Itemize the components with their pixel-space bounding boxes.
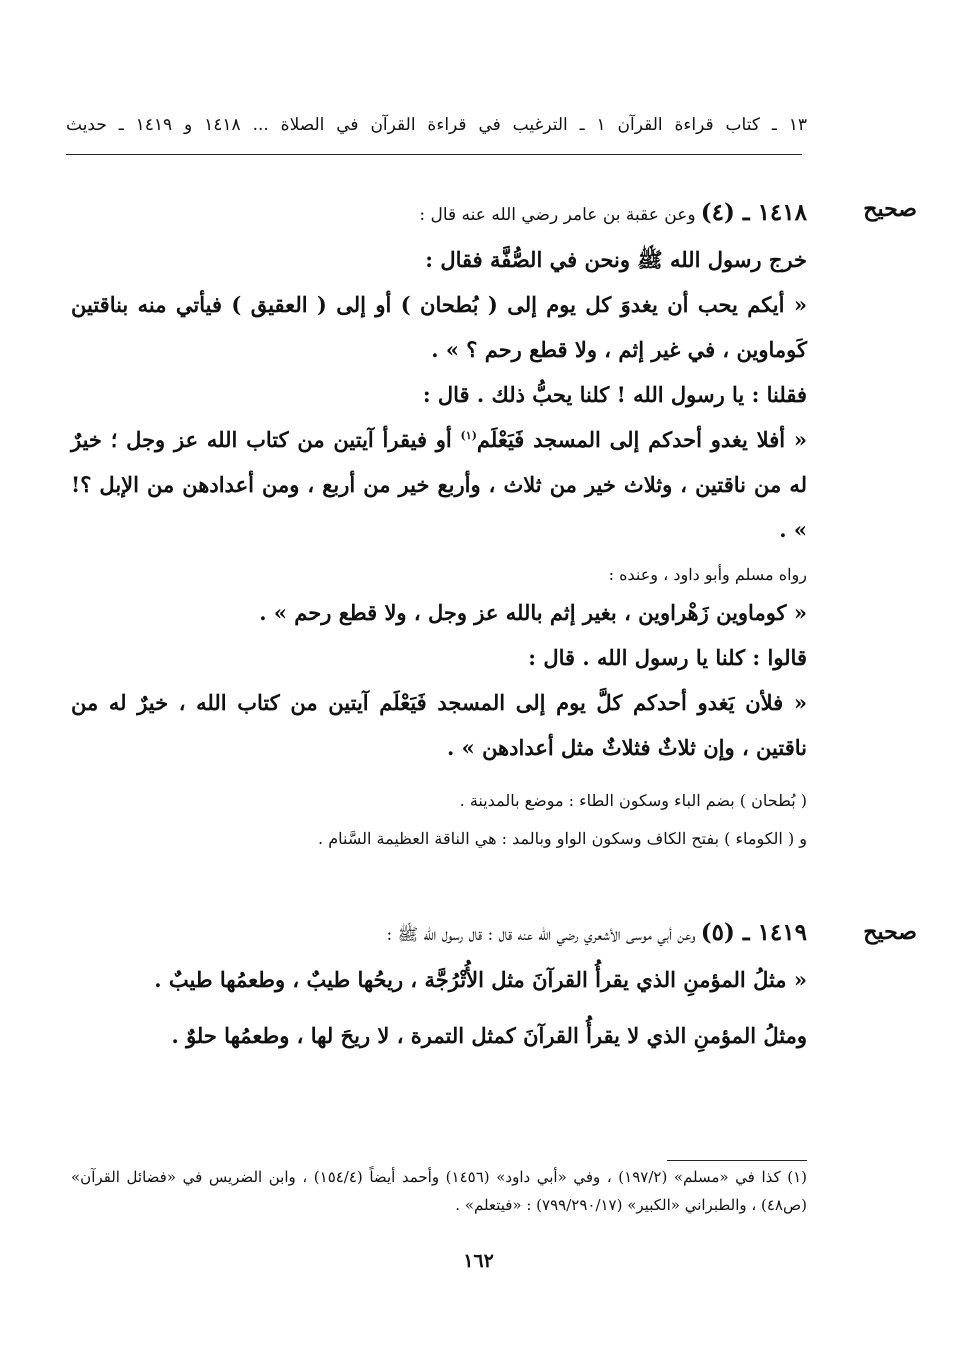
hadith-text [71,417,807,552]
grade-label-1418: صحيح [863,196,917,222]
hadith-number: ١٤١٩ ـ (٥) [700,919,807,946]
hadith-intro: وعن عقبة بن عامر رضي الله عنه قال : [419,205,696,225]
hadith-text: « مثلُ المؤمنِ الذي يقرأُ القرآنَ مثل الأُتْرُجَّة ، ريحُها طيبٌ ، وطعمُها طيبٌ . [154,967,807,992]
page-number: ١٦٢ [463,1250,494,1272]
header-rule [66,154,802,155]
hadith-line: فقلنا : يا رسول الله ! كلنا يحبُّ ذلك . قال : [422,382,807,407]
hadith-1418-opening [71,190,807,237]
hadith-intro: وعن أبي موسى الأشعري رضي الله عنه قال : قال رسول الله ﷺ : [386,925,696,945]
hadith-variant: « كوماوين زَهْراوين ، بغير إثم بالله عز وجل ، ولا قطع رحم » . [259,600,807,625]
hadith-1419-opening [71,912,807,956]
hadith-text: « فلأن يَغدو أحدكم كلَّ يوم إلى المسجد فَيَعْلَم آيتين من كتاب الله ، خيرٌ له من ناقتين ، وإن ثلاثٌ فثلاثٌ مثل أعدادهن » . [71,690,807,760]
running-head: ١٣ ـ كتاب قراءة القرآن ١ ـ الترغيب في قراءة القرآن في الصلاة ... ١٤١٨ و ١٤١٩ ـ حديث [66,115,807,135]
gloss-line: و ( الكوماء ) بفتح الكاف وسكون الواو وبالمد : هي الناقة العظيمة السَّنام . [318,829,807,848]
footnote: (١) كذا في «مسلم» (١٩٧/٢) ، وفي «أبي داود» (١٤٥٦) وأحمد أيضاً (١٥٤/٤) ، وابن الضريس في «فضائل القرآن» (ص٤٨) ، والطبراني «الكبير» (٧٩٩/٢٩٠/١٧) : «فيتعلم» . [71,1168,807,1214]
hadith-text: ومثلُ المؤمنِ الذي لا يقرأُ القرآنَ كمثل التمرة ، لا ريحَ لها ، وطعمُها حلوٌ . [171,1023,807,1048]
hadith-1418 [71,190,807,858]
hadith-text-part: أو فيقرأ آيتين من كتاب الله عز وجل ؛ خيرٌ له من ناقتين ، وثلاث خير من ثلاث ، وأربع خير من أربع ، ومن أعدادهن من الإبل ؟! » . [71,427,807,542]
hadith-text: « أيكم يحب أن يغدوَ كل يوم إلى ( بُطحان ) أو إلى ( العقيق ) فيأتي منه بناقتين كَوماوين ، في غير إثم ، ولا قطع رحم ؟ » . [71,292,807,362]
gloss-line: ( بُطحان ) بضم الباء وسكون الطاء : موضع بالمدينة . [459,791,807,810]
hadith-1419 [71,912,807,1060]
hadith-number: ١٤١٨ ـ (٤) [700,199,807,226]
footnote-rule [667,1160,807,1161]
narration-note: رواه مسلم وأبو داود ، وعنده : [608,565,807,584]
hadith-line: قالوا : كلنا يا رسول الله . قال : [528,645,807,670]
footnote-marker: (١) [460,429,477,442]
hadith-text-part: « أفلا يغدو أحدكم إلى المسجد فَيَعْلَم [476,427,807,452]
grade-label-1419: صحيح [863,919,917,945]
hadith-line: خرج رسول الله ﷺ ونحن في الصُّفَّة فقال : [425,247,807,272]
